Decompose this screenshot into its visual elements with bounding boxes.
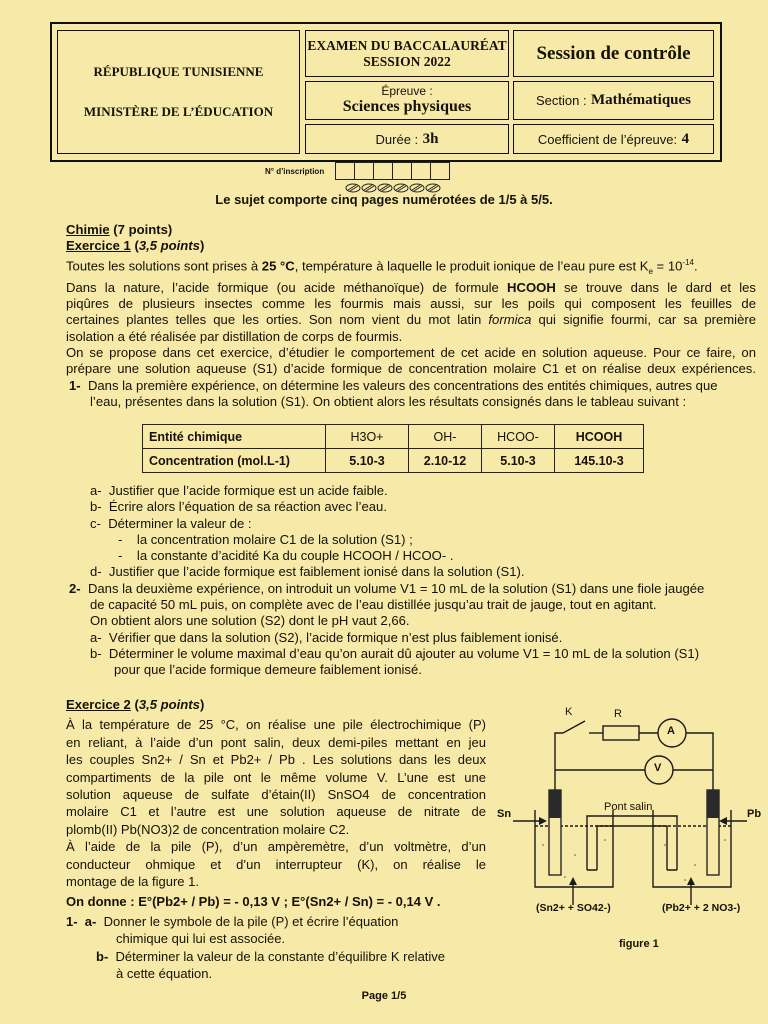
ex1-q2-b: b- Déterminer le volume maximal d’eau qu’on aurait dû ajouter au volume V1 = 10 mL de la solution (S1) bbox=[90, 645, 700, 661]
duree-cell bbox=[305, 124, 509, 154]
switch-label: K bbox=[565, 706, 573, 718]
inscription-box[interactable] bbox=[392, 162, 412, 180]
inscription-box[interactable] bbox=[335, 162, 355, 180]
ex2-line: À la température de 25 °C, on réalise une pile électrochimique (P) bbox=[66, 717, 486, 733]
table-row bbox=[143, 449, 644, 473]
header-left-cell bbox=[57, 30, 300, 154]
session-type: Session de contrôle bbox=[536, 42, 691, 64]
ex1-line-1: Toutes les solutions sont prises à 25 °C, température à laquelle le produit ionique de l’eau pure est $K_e = 10^{-14}$. bbox=[66, 257, 698, 276]
ex1-line-5: isolation a été réalisée par distillation de corps de fourmis. bbox=[66, 328, 403, 344]
switch-k bbox=[563, 721, 585, 733]
republic-label: RÉPUBLIQUE TUNISIENNE bbox=[93, 64, 264, 79]
concentration-table bbox=[142, 424, 644, 473]
ex2-line: plomb(II) Pb(NO3)2 de concentration molaire C2. bbox=[66, 821, 350, 837]
inscription-box[interactable] bbox=[411, 162, 431, 180]
ex1-q2-line-1: 2- Dans la deuxième expérience, on introduit un volume V1 = 10 mL de la solution (S1) dans une fiole jaugée bbox=[69, 580, 705, 596]
ex2-q1a: 1- a- Donner le symbole de la pile (P) et écrire l’équation bbox=[66, 913, 399, 929]
exam-header bbox=[50, 22, 722, 162]
ex2-q1a-cont: chimique qui lui est associée. bbox=[116, 931, 286, 947]
table-cell: 5.10-3 bbox=[482, 449, 555, 473]
epreuve-cell bbox=[305, 81, 509, 120]
ex1-line-4: certaines plantes telles que les orties. Son nom vient du mot latin formica qui signifie fourmi, car sa première bbox=[66, 312, 757, 328]
section-value: Mathématiques bbox=[591, 92, 692, 108]
ex2-line: solution aqueuse de sulfate d’étain(II) SnSO4 de concentration bbox=[66, 786, 486, 802]
question-c2: - la constante d’acidité Ka du couple HCOOH / HCOO- . bbox=[118, 548, 454, 564]
section-label: Section : bbox=[535, 93, 587, 108]
inscription-row bbox=[265, 162, 450, 180]
ex2-text bbox=[66, 716, 486, 982]
exercise2: Exercice 2 (3,5 points) À la température de 25 °C, on réalise une pile électrochimique (P) en reliant, à l’aide d’un pont salin, deux demi-piles mettant en jeu les couples Sn2+ / Sn et Pb2+ / Pb . Les solutions dans les deux compartiments de la pile ont le même volume V. L’une est une solution aqueuse de sulfate d’étain(II) SnSO4 de concentration molaire C1 et l’autre est une solution aqueuse de nitrate de plomb(II) Pb(NO3)2 de concentration molaire C2. À l’aide de la pile (P), d’un ampèremètre, d’un voltmètre, d’un conducteur ohmique et d’un interrupteur (K), on réalise le montage de la figure 1. On donne : E°(Pb2+ / Pb) = - 0,13 V ; E°(Sn2+ / Sn) = - 0,14 V . 1- a- Donner le symbole de la pile (P) et écrire l’équation chimique qui lui est associée. b- Déterminer la valeur de la constante d’équilibre K relative à cette équation. bbox=[66, 697, 486, 981]
table-cell: Entité chimique bbox=[143, 425, 326, 449]
page-number: Page 1/5 bbox=[361, 990, 407, 1002]
exercise1-title: Exercice 1 bbox=[66, 238, 131, 254]
question-a: a- Justifier que l’acide formique est un acide faible. bbox=[90, 483, 388, 498]
ministry-label: MINISTÈRE DE L’ÉDUCATION bbox=[83, 104, 274, 119]
ex2-line: montage de la figure 1. bbox=[66, 873, 199, 889]
ex2-line: en reliant, à l’aide d’un pont salin, deux demi-piles mettant en jeu bbox=[66, 734, 486, 750]
ex1-q1-line-2: l’eau, présentes dans la solution (S1). On obtient alors les résultats consignés dans le tableau suivant : bbox=[90, 393, 687, 409]
ammeter-label: A bbox=[667, 725, 675, 737]
resistor-label: R bbox=[614, 708, 622, 720]
duree-value: 3h bbox=[422, 130, 439, 147]
ex2-line: conducteur ohmique et d’un interrupteur (K), on réalise le bbox=[66, 856, 486, 872]
inscription-box[interactable] bbox=[354, 162, 374, 180]
epreuve-value: Sciences physiques bbox=[342, 98, 472, 115]
ex2-line: les couples Sn2+ / Sn et Pb2+ / Pb . Les solutions dans les deux bbox=[66, 752, 486, 768]
session-type-cell bbox=[513, 30, 714, 77]
ex1-q2-a: a- Vérifier que dans la solution (S2), l’acide formique n’est plus faiblement ionisé. bbox=[90, 629, 563, 645]
table-cell: HCOOH bbox=[555, 425, 644, 449]
chimie-section: Chimie (7 points) Exercice 1 (3,5 points) Toutes les solutions sont prises à 25 °C, température à laquelle le produit ionique de l’eau pure est $K_e = 10^{-14}$. Dans la nature, l’acide formique (ou acide méthanoïque) de formule HCOOH se trouve dans le dard et les piqûres de plusieurs insectes comme les fourmis mais aussi, sur les poils qui composent les feuilles de certaines plantes telles que les orties. Son nom vient du mot latin formica qui signifie fourmi, car sa première isolation a été réalisée par distillation de corps de fourmis. On se propose dans cet exercice, d’étudier le comportement de cet acide en solution aqueuse. Pour ce faire, on prépare une solution aqueuse (S1) d’acide formique de concentration molaire C1 et on réalise deux expériences. 1- Dans la première expérience, on détermine les valeurs des concentrations des entités chimiques, autres que l’eau, présentes dans la solution (S1). On obtient alors les résultats consignés dans le tableau suivant : bbox=[66, 222, 757, 409]
exam-title-cell bbox=[305, 30, 509, 77]
question-b: b- Écrire alors l’équation de sa réaction avec l’eau. bbox=[90, 499, 387, 515]
ex2-line: À l’aide de la pile (P), d’un ampèremètre, d’un voltmètre, d’un bbox=[66, 839, 486, 855]
ex1-line-6: On se propose dans cet exercice, d’étudier le comportement de cet acide en solution aqueuse. Pour ce faire, on bbox=[66, 345, 756, 361]
pb-label: Pb bbox=[747, 808, 762, 820]
table-row bbox=[143, 425, 644, 449]
chimie-points: (7 points) bbox=[113, 222, 173, 237]
voltmeter-label: V bbox=[654, 762, 662, 774]
table-cell: OH- bbox=[409, 425, 482, 449]
table-cell: 2.10-12 bbox=[409, 449, 482, 473]
table-cell: HCOO- bbox=[482, 425, 555, 449]
question-c1: - la concentration molaire C1 de la solution (S1) ; bbox=[118, 531, 413, 547]
inscription-box[interactable] bbox=[430, 162, 450, 180]
ex2-donne: On donne : E°(Pb2+ / Pb) = - 0,13 V ; E°(Sn2+ / Sn) = - 0,14 V . bbox=[66, 894, 441, 910]
question-d: d- Justifier que l’acide formique est faiblement ionisé dans la solution (S1). bbox=[90, 564, 525, 580]
sn-label: Sn bbox=[497, 808, 512, 820]
ex1-q2-line-2: de capacité 50 mL puis, on complète avec de l’eau distillée jusqu’au trait de jauge, tout en agitant. bbox=[90, 597, 657, 613]
coef-label: Coefficient de l’épreuve: bbox=[537, 131, 678, 147]
exam-title: EXAMEN DU BACCALAURÉAT bbox=[307, 37, 507, 53]
exercise2-title: Exercice 2 bbox=[66, 697, 131, 712]
coef-cell bbox=[513, 124, 714, 154]
ex1-line-7: prépare une solution aqueuse (S1) d’acide formique de concentration molaire C1 et on réalise deux expériences. bbox=[66, 361, 756, 377]
right-solution-label: (Pb2+ + 2 NO3-) bbox=[662, 902, 741, 914]
epreuve-label: Épreuve : bbox=[381, 84, 433, 98]
table-cell: Concentration (mol.L-1) bbox=[143, 449, 326, 473]
intro-text: Le sujet comporte cinq pages numérotées de 1/5 à 5/5. bbox=[215, 192, 553, 207]
table-cell: H3O+ bbox=[326, 425, 409, 449]
table-cell: 145.10-3 bbox=[555, 449, 644, 473]
duree-label: Durée : bbox=[375, 131, 419, 147]
salt-bridge-label: Pont salin bbox=[604, 801, 653, 813]
ex1-line-3: piqûres de plusieurs insectes comme les fourmis mais aussi, sur les poils qui composent les feuilles de bbox=[66, 296, 756, 312]
inscription-label: N° d’inscription bbox=[265, 166, 325, 176]
figure-caption: figure 1 bbox=[619, 938, 659, 950]
ex2-q1b: b- Déterminer la valeur de la constante d’équilibre K relative bbox=[96, 948, 446, 964]
ex2-line: compartiments de la pile ont le même volume V. L’une est une bbox=[66, 769, 486, 785]
session-year: SESSION 2022 bbox=[363, 53, 451, 69]
exercise2-points: 3,5 points bbox=[138, 697, 200, 712]
resistor-r bbox=[603, 726, 639, 740]
ex2-line: molaire C1 et l’autre est une solution aqueuse de nitrate de bbox=[66, 804, 486, 820]
section-cell bbox=[513, 81, 714, 120]
ex1-q1-line-1: 1- Dans la première expérience, on détermine les valeurs des concentrations des entités chimiques, autres que bbox=[69, 377, 718, 393]
left-solution-label: (Sn2+ + SO42-) bbox=[536, 902, 611, 914]
ex2-q1b-cont: à cette équation. bbox=[116, 965, 213, 981]
ex1-questions bbox=[66, 483, 756, 679]
chimie-title: Chimie bbox=[66, 222, 110, 237]
question-c: c- Déterminer la valeur de : bbox=[90, 515, 252, 531]
figure-1-circuit bbox=[495, 705, 765, 955]
table-cell: 5.10-3 bbox=[326, 449, 409, 473]
ex1-q2-b-cont: pour que l’acide formique demeure faiblement ionisé. bbox=[114, 662, 422, 678]
ex1-line-2: Dans la nature, l’acide formique (ou acide méthanoïque) de formule HCOOH se trouve dans le dard et les bbox=[66, 279, 756, 295]
coef-value: 4 bbox=[681, 130, 690, 147]
exercise1-points: 3,5 points bbox=[138, 238, 200, 254]
ex1-q2-line-3: On obtient alors une solution (S2) dont le pH vaut 2,66. bbox=[90, 613, 410, 629]
inscription-box[interactable] bbox=[373, 162, 393, 180]
